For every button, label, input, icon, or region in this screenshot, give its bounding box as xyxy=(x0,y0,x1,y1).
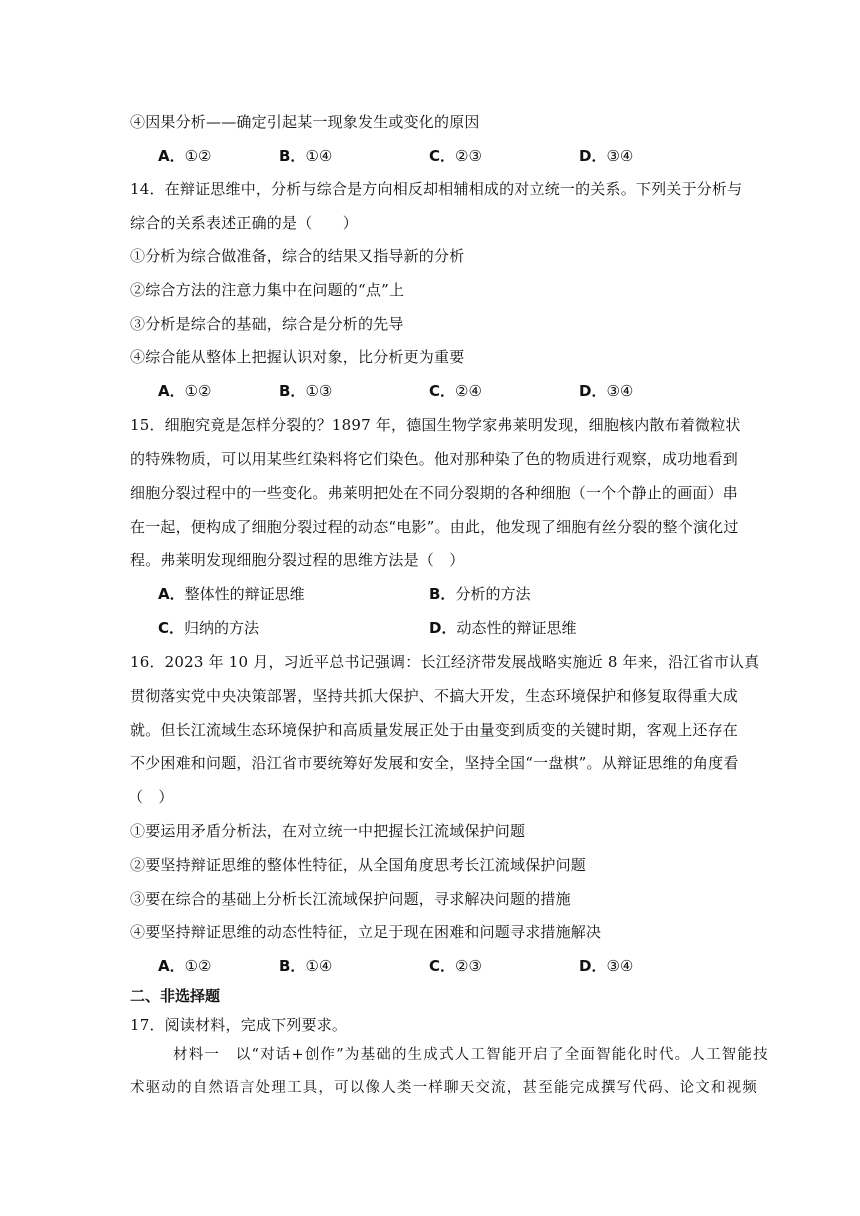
q15-option-a-label: A． xyxy=(158,585,185,603)
q13-option-b-text: ①④ xyxy=(305,147,333,165)
q15-option-d-text: 动态性的辩证思维 xyxy=(456,619,577,637)
q16-item-3: ③要在综合的基础上分析长江流域保护问题，寻求解决问题的措施 xyxy=(130,890,571,908)
q15-stem-line-1: 15．细胞究竟是怎样分裂的？1897 年，德国生物学家弗莱明发现，细胞核内散布着微粒状 xyxy=(130,416,741,434)
q15-stem-line-5: 程。弗莱明发现细胞分裂过程的思维方法是（ ） xyxy=(130,551,465,569)
q16-option-a-label: A． xyxy=(158,957,185,975)
q15-option-b[interactable] xyxy=(429,584,530,604)
q13-option-c[interactable] xyxy=(429,146,482,166)
q14-stem-line-1: 14．在辩证思维中，分析与综合是方向相反却相辅相成的对立统一的关系。下列关于分析与 xyxy=(130,180,743,198)
q15-option-c-text: 归纳的方法 xyxy=(184,619,260,637)
q13-option-c-label: C． xyxy=(429,147,456,165)
q14-option-a[interactable] xyxy=(158,381,212,401)
q14-option-c-text: ②④ xyxy=(455,382,482,400)
q16-stem-line-5: （ ） xyxy=(128,788,174,806)
q15-option-a[interactable] xyxy=(158,584,305,604)
q16-option-b-text: ①④ xyxy=(305,957,333,975)
q16-option-c[interactable] xyxy=(429,956,482,976)
q14-option-a-label: A． xyxy=(158,382,185,400)
q13-option-a-text: ①② xyxy=(184,147,212,165)
section-title-non-choice: 二、非选择题 xyxy=(130,987,221,1005)
q15-option-c-label: C． xyxy=(158,619,185,637)
q15-stem-line-3: 细胞分裂过程中的一些变化。弗莱明把处在不同分裂期的各种细胞（一个个静止的画面）串 xyxy=(130,484,739,502)
q15-stem-line-2: 的特殊物质，可以用某些红染料将它们染色。他对那种染了色的物质进行观察，成功地看到 xyxy=(130,450,739,468)
q16-stem-line-1: 16．2023 年 10 月，习近平总书记强调：长江经济带发展战略实施近 8 年来，沿江省市认真 xyxy=(130,653,760,671)
q14-option-d[interactable] xyxy=(579,381,633,401)
q17-stem: 17．阅读材料，完成下列要求。 xyxy=(130,1016,348,1034)
q17-material-line-2: 术驱动的自然语言处理工具，可以像人类一样聊天交流，甚至能完成撰写代码、论文和视频 xyxy=(130,1080,758,1096)
q13-option-d-text: ③④ xyxy=(606,147,634,165)
q13-option-d-label: D． xyxy=(579,147,607,165)
q16-option-c-text: ②③ xyxy=(455,957,482,975)
q13-option-a[interactable] xyxy=(158,146,212,166)
q16-item-1: ①要运用矛盾分析法，在对立统一中把握长江流域保护问题 xyxy=(130,822,526,840)
q15-option-b-label: B． xyxy=(429,585,456,603)
q14-item-2: ②综合方法的注意力集中在问题的“点”上 xyxy=(130,281,405,299)
q16-item-4: ④要坚持辩证思维的动态性特征，立足于现在困难和问题寻求措施解决 xyxy=(130,923,602,941)
q16-option-d-text: ③④ xyxy=(606,957,634,975)
q14-option-b-text: ①③ xyxy=(305,382,333,400)
q13-option-b[interactable] xyxy=(279,146,332,166)
q13-item-4: ④因果分析——确定引起某一现象发生或变化的原因 xyxy=(130,113,480,131)
q16-option-d-label: D． xyxy=(579,957,607,975)
q14-option-d-label: D． xyxy=(579,382,607,400)
q14-option-b[interactable] xyxy=(279,381,332,401)
q16-item-2: ②要坚持辩证思维的整体性特征，从全国角度思考长江流域保护问题 xyxy=(130,856,587,874)
q13-option-c-text: ②③ xyxy=(455,147,482,165)
q16-stem-line-3: 就。但长江流域生态环境保护和高质量发展正处于由量变到质变的关键时期，客观上还存在 xyxy=(130,721,739,739)
q16-stem-line-4: 不少困难和问题，沿江省市要统筹好发展和安全，坚持全国“一盘棋”。从辩证思维的角度看 xyxy=(130,754,739,772)
q15-option-d-label: D． xyxy=(429,619,457,637)
q16-stem-line-2: 贯彻落实党中央决策部署，坚持共抓大保护、不搞大开发，生态环境保护和修复取得重大成 xyxy=(130,687,739,705)
q14-option-a-text: ①② xyxy=(184,382,212,400)
q15-option-d[interactable] xyxy=(429,618,576,638)
q16-option-c-label: C． xyxy=(429,957,456,975)
q17-material-line-1: 材料一 以“对话+创作”为基础的生成式人工智能开启了全面智能化时代。人工智能技 xyxy=(173,1047,769,1063)
q16-option-b-label: B． xyxy=(279,957,306,975)
q15-stem-line-4: 在一起，便构成了细胞分裂过程的动态“电影”。由此，他发现了细胞有丝分裂的整个演化过 xyxy=(130,518,739,536)
q14-option-b-label: B． xyxy=(279,382,306,400)
q16-option-a-text: ①② xyxy=(184,957,212,975)
q14-option-c[interactable] xyxy=(429,381,482,401)
q14-item-1: ①分析为综合做准备，综合的结果又指导新的分析 xyxy=(130,247,465,265)
q13-option-d[interactable] xyxy=(579,146,633,166)
q15-option-a-text: 整体性的辩证思维 xyxy=(184,585,305,603)
q14-item-4: ④综合能从整体上把握认识对象，比分析更为重要 xyxy=(130,348,465,366)
q15-option-c[interactable] xyxy=(158,618,259,638)
q16-option-b[interactable] xyxy=(279,956,332,976)
q15-option-b-text: 分析的方法 xyxy=(455,585,531,603)
q14-stem-line-2: 综合的关系表述正确的是（ ） xyxy=(130,214,359,232)
q14-option-d-text: ③④ xyxy=(606,382,634,400)
q16-option-d[interactable] xyxy=(579,956,633,976)
q14-option-c-label: C． xyxy=(429,382,456,400)
q14-item-3: ③分析是综合的基础，综合是分析的先导 xyxy=(130,315,404,333)
q13-option-a-label: A． xyxy=(158,147,185,165)
q13-option-b-label: B． xyxy=(279,147,306,165)
q16-option-a[interactable] xyxy=(158,956,212,976)
